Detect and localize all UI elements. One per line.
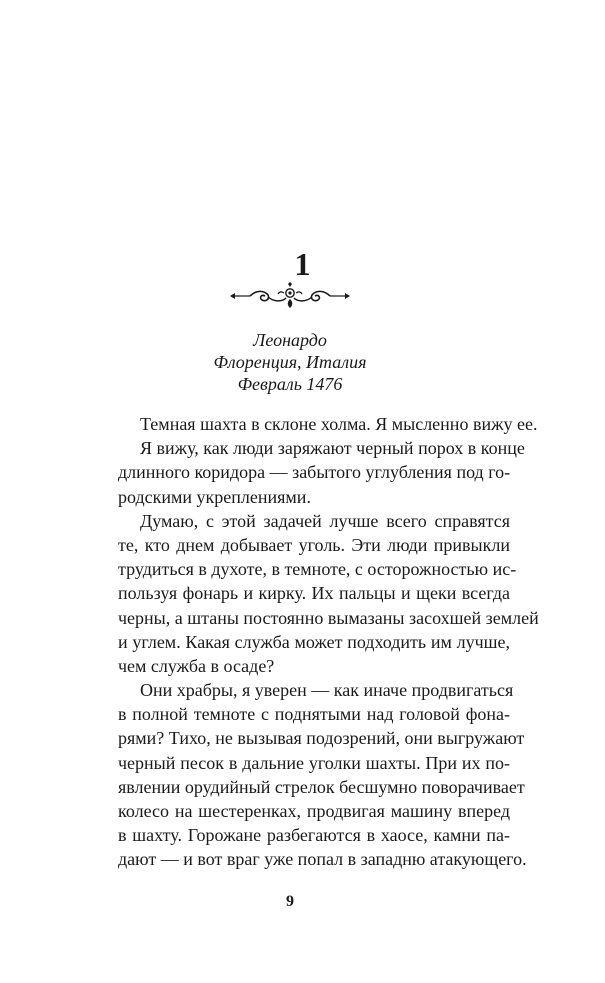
page-number: 9 bbox=[286, 893, 294, 910]
text-line: черны, а штаны постоянно вымазаны засохшей землей bbox=[118, 607, 539, 628]
text-line: в шахту. Горожане разбегаются в хаосе, камни па- bbox=[118, 825, 510, 846]
text-line: колесо на шестеренках, продвигая машину вперед bbox=[118, 801, 510, 821]
text-line: трудиться в духоте, в темноте, с осторожностью ис- bbox=[118, 559, 517, 580]
text-line: родскими укреплениями. bbox=[118, 486, 311, 507]
text-line: Темная шахта в склоне холма. Я мысленно вижу ее. bbox=[140, 414, 538, 434]
text-line: рями? Тихо, не вызывая подозрений, они выгружают bbox=[118, 728, 525, 749]
text-line: Я вижу, как люди заряжают черный порох в конце bbox=[140, 438, 525, 459]
text-line: те, кто днем добывает уголь. Эти люди привыкли bbox=[118, 534, 510, 555]
body-text bbox=[118, 412, 539, 872]
date: Февраль 1476 bbox=[237, 374, 343, 394]
chapter-number: 1 bbox=[294, 246, 311, 282]
text-line: в полной темноте с поднятыми над головой фона- bbox=[118, 704, 510, 725]
text-line: пользуя фонарь и кирку. Их пальцы и щеки всегда bbox=[118, 583, 510, 604]
text-line: чем служба в осаде? bbox=[118, 655, 275, 676]
text-line: длинного коридора — забытого углубления под го- bbox=[118, 462, 511, 483]
text-line: дают — и вот враг уже попал в западню атакующего. bbox=[118, 849, 527, 870]
place: Флоренция, Италия bbox=[213, 352, 367, 372]
narrator-name: Леонардо bbox=[253, 330, 327, 350]
text-line: черный песок в дальние уголки шахты. При их по- bbox=[118, 752, 510, 773]
text-line: Они храбры, я уверен — как иначе продвигаться bbox=[140, 680, 514, 701]
text-line: Думаю, с этой задачей лучше всего справятся bbox=[140, 510, 510, 531]
text-line: явлении орудийный стрелок бесшумно поворачивает bbox=[118, 776, 525, 797]
text-line: и углем. Какая служба может подходить им лучше, bbox=[118, 631, 510, 652]
chapter-epigraph bbox=[0, 329, 580, 395]
floral-divider-icon bbox=[230, 282, 350, 310]
